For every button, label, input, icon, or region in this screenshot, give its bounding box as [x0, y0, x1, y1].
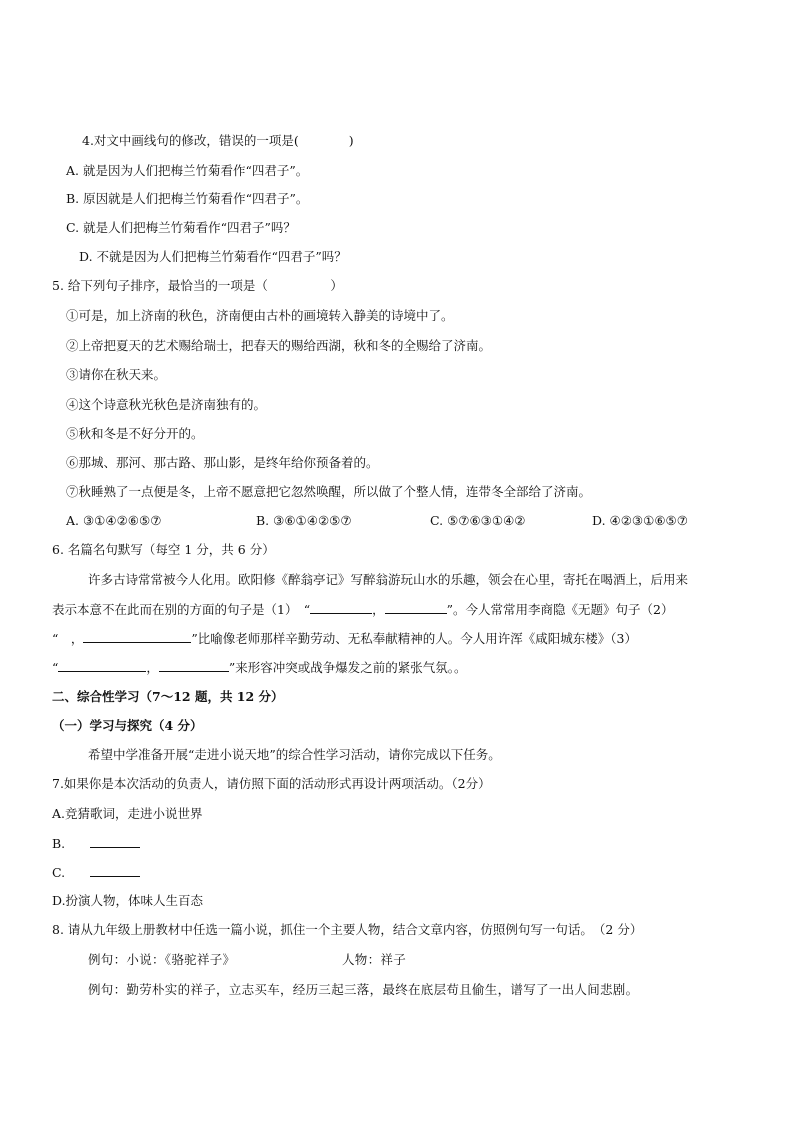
- q7-item-a: A.竞猜歌词，走进小说世界: [52, 806, 203, 821]
- q4-option-a: A. 就是因为人们把梅兰竹菊看作“四君子”。: [66, 163, 309, 178]
- q6-blank-3a[interactable]: [58, 659, 146, 672]
- q8-example-2: 例句：勤劳朴实的祥子，立志买车，经历三起三落，最终在底层苟且偷生，谱写了一出人间悲剧。: [88, 982, 639, 997]
- q6-blank-1b[interactable]: [385, 601, 447, 614]
- q6-line2-text-b: ，: [372, 602, 385, 617]
- section-2-title: 二、综合性学习（7～12 题，共 12 分）: [52, 689, 284, 704]
- q5-option-a: A. ③①④②⑥⑤⑦: [66, 513, 162, 528]
- q5-sentence-1: ①可是，加上济南的秋色，济南便由古朴的画境转入静美的诗境中了。: [66, 308, 454, 323]
- q8-example-1-character: 人物：祥子: [342, 952, 407, 967]
- section-2-subtitle: （一）学习与探究（4 分）: [52, 718, 203, 733]
- q6-paragraph-line-3: [52, 630, 637, 648]
- q5-sentence-7: ⑦秋睡熟了一点便是冬，上帝不愿意把它忽然唤醒，所以做了个整人情，连带冬全部给了济南。: [66, 484, 592, 499]
- q4-option-c: C. 就是人们把梅兰竹菊看作“四君子”吗？: [66, 220, 296, 235]
- q7-item-b-label: B.: [52, 836, 66, 851]
- q7-blank-c[interactable]: [90, 864, 140, 877]
- q8-stem: 8. 请从九年级上册教材中任选一篇小说，抓住一个主要人物，结合文章内容，仿照例句写一句话。 （2 分）: [52, 922, 643, 937]
- q5-sentence-3: ③请你在秋天来。: [66, 367, 167, 382]
- q5-stem: 5. 给下列句子排序，最恰当的一项是（ ）: [52, 278, 343, 293]
- q4-stem: 4.对文中画线句的修改，错误的一项是( ): [82, 133, 354, 148]
- q5-sentence-4: ④这个诗意秋光秋色是济南独有的。: [66, 397, 267, 412]
- q6-line2-text-a: 表示本意不在此而在别的方面的句子是（1） “: [52, 602, 311, 617]
- q4-option-d: D. 不就是因为人们把梅兰竹菊看作“四君子”吗？: [79, 249, 347, 264]
- q8-example-1-novel: 例句：小说：《骆驼祥子》: [88, 952, 236, 967]
- q7-stem: 7.如果你是本次活动的负责人，请仿照下面的活动形式再设计两项活动。（2分）: [52, 776, 491, 791]
- q6-paragraph-line-4: [52, 659, 467, 677]
- q6-paragraph-line-2: [52, 601, 673, 619]
- q6-blank-2[interactable]: [83, 630, 191, 643]
- q7-item-c: [52, 864, 140, 882]
- q5-sentence-2: ②上帝把夏天的艺术赐给瑞士，把春天的赐给西湖，秋和冬的全赐给了济南。: [66, 338, 492, 353]
- q6-line3-text-b: ”比喻像老师那样辛勤劳动、无私奉献精神的人。今人用许浑《咸阳城东楼》（3）: [191, 631, 637, 646]
- q6-line4-text-b: ，: [146, 660, 159, 675]
- q5-option-b: B. ③⑥①④②⑤⑦: [256, 513, 352, 528]
- q6-blank-1a[interactable]: [310, 601, 372, 614]
- q6-line4-text-a: “: [52, 660, 59, 675]
- q5-option-d: D. ④②③①⑥⑤⑦: [592, 513, 688, 528]
- q5-sentence-6: ⑥那城、那河、那古路、那山影，是终年给你预备着的。: [66, 455, 379, 470]
- q7-item-d: D.扮演人物，体味人生百态: [52, 893, 204, 908]
- q6-line2-text-c: ”。今人常常用李商隐《无题》句子（2）: [446, 602, 674, 617]
- q6-line3-text-a: “ ，: [52, 631, 84, 646]
- q5-option-c: C. ⑤⑦⑥③①④②: [430, 513, 526, 528]
- q6-stem: 6. 名篇名句默写（每空 1 分，共 6 分）: [52, 542, 275, 557]
- q6-line4-text-c: ”来形容冲突或战争爆发之前的紧张气氛。。: [228, 660, 467, 675]
- q7-item-b: [52, 835, 140, 853]
- q4-option-b: B. 原因就是人们把梅兰竹菊看作“四君子”。: [66, 191, 309, 206]
- q6-blank-3b[interactable]: [159, 659, 229, 672]
- q7-item-c-label: C.: [52, 865, 66, 880]
- q6-paragraph-line-1: 许多古诗常常被今人化用。欧阳修《醉翁亭记》写醉翁游玩山水的乐趣，领会在心里，寄托在喝酒上，后用来: [88, 572, 689, 587]
- section-2-intro: 希望中学准备开展“走进小说天地”的综合性学习活动，请你完成以下任务。: [88, 747, 501, 762]
- q5-sentence-5: ⑤秋和冬是不好分开的。: [66, 426, 204, 441]
- q7-blank-b[interactable]: [90, 835, 140, 848]
